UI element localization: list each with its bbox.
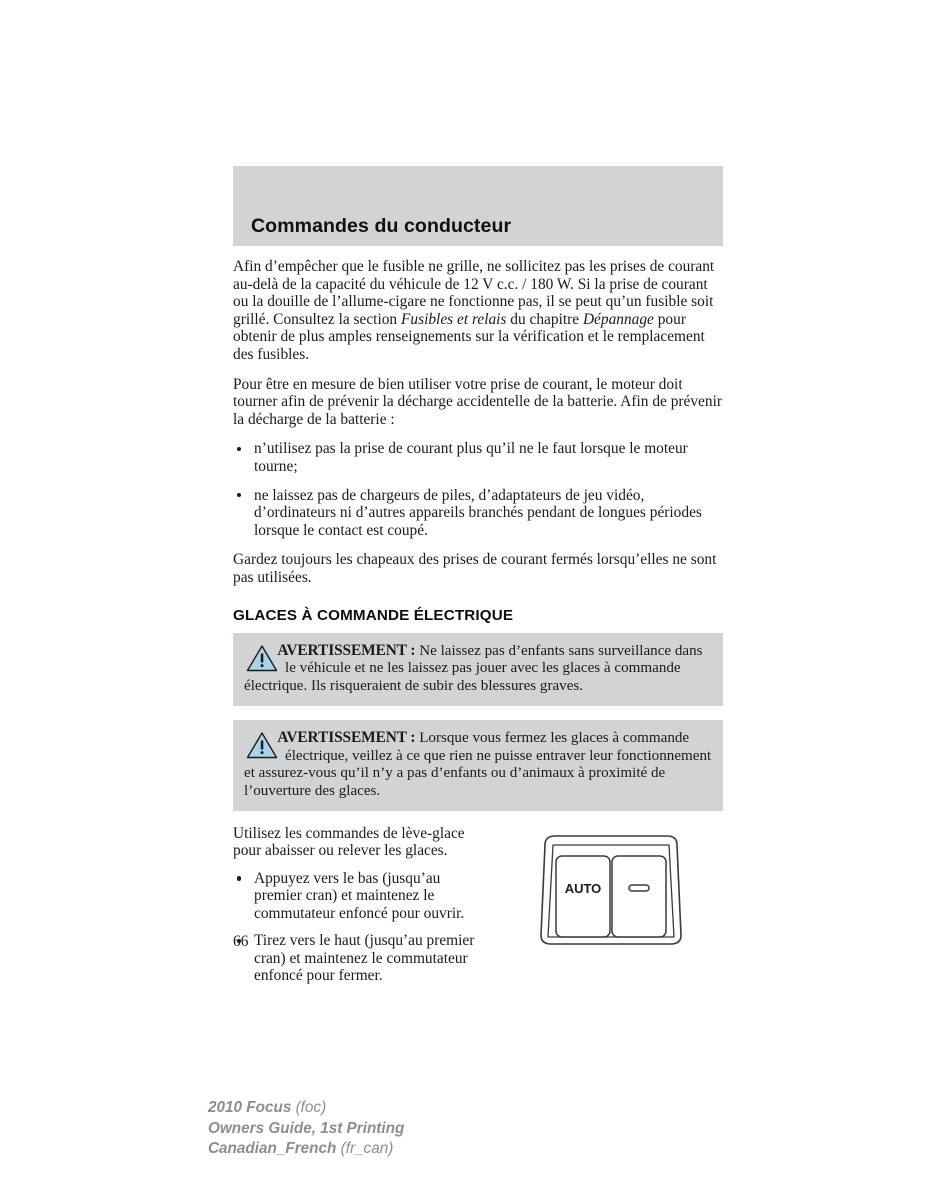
- chapter-header-band: [233, 166, 723, 246]
- footer-language: Canadian_French: [208, 1140, 337, 1157]
- auto-label: AUTO: [564, 881, 602, 897]
- reference-depannage: Dépannage: [582, 310, 654, 328]
- warning-body: Lorsque vous fermez les glaces à commande électrique, veillez à ce que rien ne puisse entraver leur fonctionnement et assurez-vous qu’il n’y a pas d’enfants ou d’animaux à proximité de l’ouverture des glaces.: [244, 729, 712, 800]
- warning-box-closing-windows: [233, 720, 723, 811]
- warning-box-children-unattended: [233, 633, 723, 706]
- footer-line-3: [208, 1139, 404, 1160]
- window-indicator-icon: [629, 885, 649, 891]
- warning-text: [244, 642, 712, 696]
- list-item: [233, 487, 723, 540]
- paragraph-battery-discharge: Pour être en mesure de bien utiliser votre prise de courant, le moteur doit tourner afin de prévenir la décharge accidentelle de la batterie. Afin de prévenir la décharge de la batterie :: [233, 375, 722, 428]
- list-item-text: Appuyez vers le bas (jusqu’au premier cran) et maintenez le commutateur enfoncé pour ouvrir.: [254, 869, 465, 922]
- list-item: [233, 440, 723, 475]
- window-controls-section: [233, 825, 723, 984]
- footer-line-2: [208, 1119, 404, 1140]
- power-window-switch-illustration: [535, 831, 687, 953]
- list-item-text: ne laissez pas de chargeurs de piles, d’adaptateurs de jeu vidéo, d’ordinateurs ni d’autres appareils branchés pendant de longues périodes lorsque le contact est coupé.: [254, 486, 702, 539]
- list-item: [233, 870, 485, 922]
- footer-line-1: [208, 1098, 404, 1119]
- list-item-text: Tirez vers le haut (jusqu’au premier cran) et maintenez le commutateur enfoncé pour fermer.: [254, 932, 475, 984]
- content-column: [233, 258, 723, 996]
- list-item-text: n’utilisez pas la prise de courant plus qu’il ne le faut lorsque le moteur tourne;: [254, 440, 688, 475]
- footer-guide: Owners Guide, 1st Printing: [208, 1119, 405, 1137]
- window-controls-instructions: [233, 825, 485, 984]
- document-footer: [208, 1098, 404, 1160]
- footer-language-code: (fr_can): [340, 1140, 394, 1157]
- list-item: [233, 932, 485, 984]
- warning-triangle-icon: [246, 731, 278, 759]
- warning-body: Ne laissez pas d’enfants sans surveillance dans le véhicule et ne les laissez pas jouer avec les glaces à commande électrique. Ils risqueraient de subir des blessures graves.: [244, 642, 703, 695]
- warning-text: [244, 729, 712, 801]
- warning-triangle-icon: [246, 644, 278, 672]
- bullet-dot-icon: [237, 447, 241, 451]
- battery-tips-list: [233, 440, 723, 539]
- page-number: 66: [233, 933, 249, 950]
- footer-model: 2010 Focus: [208, 1099, 292, 1116]
- window-operation-list: [233, 870, 485, 984]
- reference-fusibles-et-relais: Fusibles et relais: [400, 310, 507, 328]
- section-heading-power-windows: GLACES À COMMANDE ÉLECTRIQUE: [233, 606, 514, 624]
- paragraph-1-part-c: pour obtenir de plus amples renseignements sur la vérification et le remplacement des fusibles.: [233, 310, 705, 363]
- bullet-dot-icon: [237, 876, 241, 880]
- bullet-dot-icon: [237, 493, 241, 497]
- paragraph-keep-caps-closed: Gardez toujours les chapeaux des prises de courant fermés lorsqu’elles ne sont pas utilisées.: [233, 551, 717, 586]
- footer-model-code: (foc): [295, 1099, 327, 1116]
- paragraph-power-point-fuse: [233, 258, 723, 364]
- warning-label: AVERTISSEMENT :: [277, 728, 416, 746]
- paragraph-1-part-a: Afin d’empêcher que le fusible ne grille, ne sollicitez pas les prises de courant au-delà de la capacité du véhicule de 12 V c.c. / 180 W. Si la prise de courant ou la douille de l’allume-cigare ne fonctionne pas, il se peut qu’un fusible soit grillé. Consultez la section: [233, 258, 715, 328]
- warning-label: AVERTISSEMENT :: [277, 641, 416, 659]
- paragraph-window-controls-intro: Utilisez les commandes de lève-glace pour abaisser ou relever les glaces.: [233, 825, 465, 860]
- paragraph-1-part-b: du chapitre: [506, 310, 583, 328]
- page-title: Commandes du conducteur: [251, 215, 512, 237]
